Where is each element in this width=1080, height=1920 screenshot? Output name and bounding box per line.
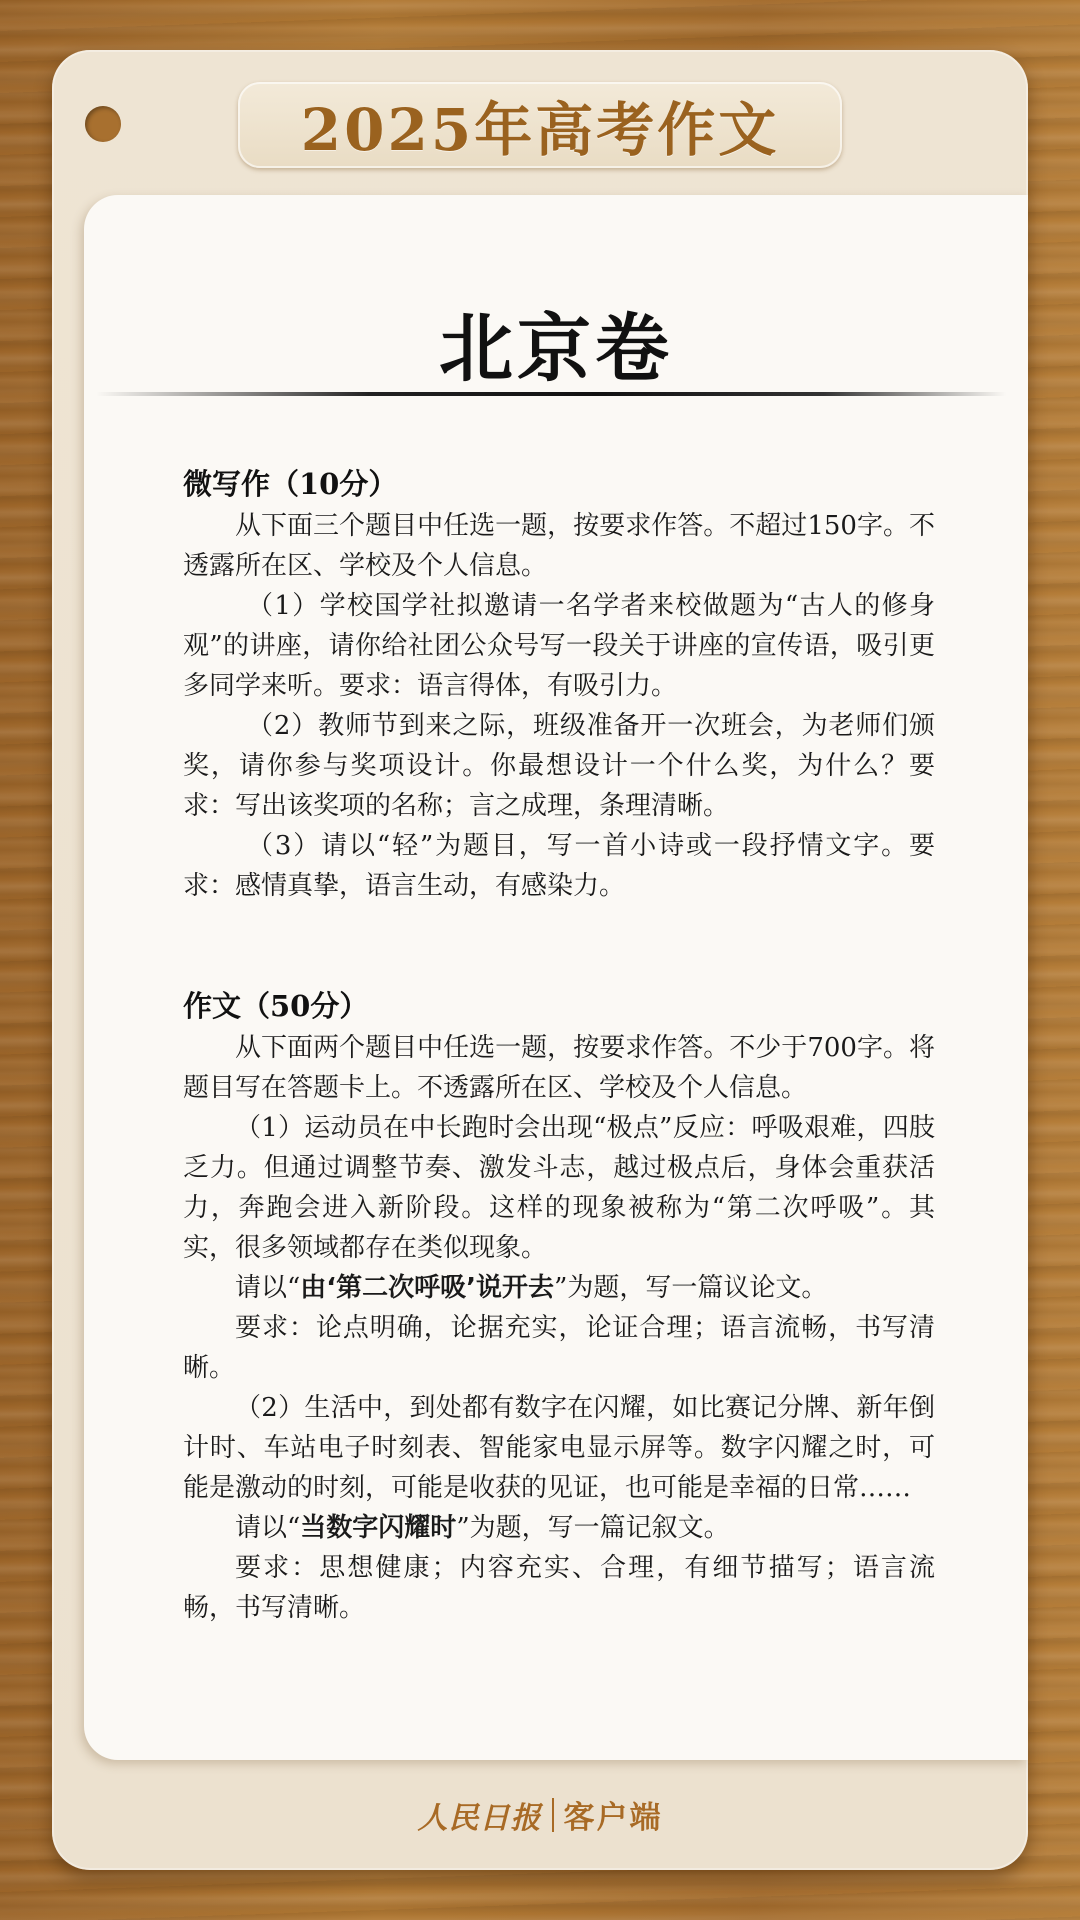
footer-divider bbox=[552, 1798, 554, 1832]
essay-option-1-prompt bbox=[183, 1268, 935, 1308]
micro-writing-section bbox=[183, 462, 935, 906]
prompt-suffix: ”为题，写一篇记叙文。 bbox=[456, 1513, 730, 1543]
micro-writing-option-1: （1）学校国学社拟邀请一名学者来校做题为“古人的修身观”的讲座，请你给社团公众号写一段关于讲座的宣传语，吸引更多同学来听。要求：语言得体，有吸引力。 bbox=[183, 591, 935, 701]
page-title: 2025年高考作文 bbox=[300, 96, 780, 164]
brand-logo: 人民日报 bbox=[417, 1800, 542, 1836]
micro-writing-option-2: （2）教师节到来之际，班级准备开一次班会，为老师们颁奖，请你参与奖项设计。你最想设计一个什么奖，为什么？要求：写出该奖项的名称；言之成理，条理清晰。 bbox=[183, 711, 935, 821]
title-banner bbox=[238, 82, 842, 168]
prompt-prefix: 请以“ bbox=[235, 1513, 301, 1543]
essay-option-2-prompt bbox=[183, 1508, 935, 1548]
micro-writing-title: 微写作（10分） bbox=[183, 467, 398, 501]
prompt-prefix: 请以“ bbox=[235, 1273, 301, 1303]
exam-content bbox=[183, 462, 935, 1628]
footer-brand bbox=[52, 1792, 1028, 1837]
essay-topic-1: 由‘第二次呼吸’说开去 bbox=[300, 1273, 555, 1303]
paper-heading: 北京卷 bbox=[439, 306, 673, 392]
essay-option-1: （1）运动员在中长跑时会出现“极点”反应：呼吸艰难，四肢乏力。但通过调整节奏、激发斗志，越过极点后，身体会重获活力，奔跑会进入新阶段。这样的现象被称为“第二次呼吸”。其实，很多领域都存在类似现象。 bbox=[183, 1113, 935, 1263]
essay-option-2-requirement: 要求：思想健康；内容充实、合理，有细节描写；语言流畅，书写清晰。 bbox=[183, 1553, 935, 1623]
punch-hole bbox=[85, 106, 121, 142]
client-label: 客户端 bbox=[563, 1800, 663, 1836]
outer-card bbox=[52, 50, 1028, 1870]
micro-writing-intro: 从下面三个题目中任选一题，按要求作答。不超过150字。不透露所在区、学校及个人信息。 bbox=[183, 511, 935, 581]
essay-topic-2: 当数字闪耀时 bbox=[300, 1513, 457, 1543]
paper-sheet bbox=[84, 195, 1028, 1760]
essay-intro: 从下面两个题目中任选一题，按要求作答。不少于700字。将题目写在答题卡上。不透露所在区、学校及个人信息。 bbox=[183, 1033, 935, 1103]
essay-title: 作文（50分） bbox=[183, 989, 369, 1023]
micro-writing-option-3: （3）请以“轻”为题目，写一首小诗或一段抒情文字。要求：感情真挚，语言生动，有感染力。 bbox=[183, 831, 935, 901]
essay-option-2: （2）生活中，到处都有数字在闪耀，如比赛记分牌、新年倒计时、车站电子时刻表、智能家电显示屏等。数字闪耀之时，可能是激动的时刻，可能是收获的见证，也可能是幸福的日常…… bbox=[183, 1393, 935, 1503]
essay-section bbox=[183, 984, 935, 1628]
essay-option-1-requirement: 要求：论点明确，论据充实，论证合理；语言流畅，书写清晰。 bbox=[183, 1313, 935, 1383]
section-spacer bbox=[183, 906, 935, 984]
heading-divider bbox=[96, 392, 1006, 396]
prompt-suffix: ”为题，写一篇议论文。 bbox=[554, 1273, 828, 1303]
